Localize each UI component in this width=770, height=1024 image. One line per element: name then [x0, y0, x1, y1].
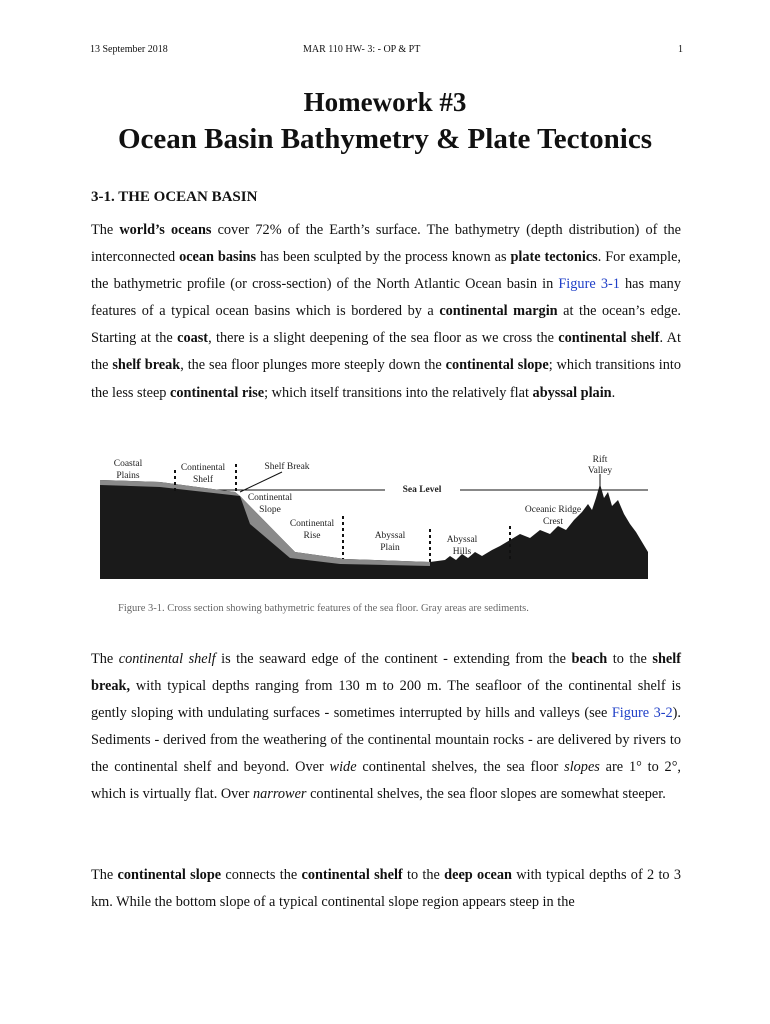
- label-continental-rise: Continental: [289, 519, 335, 529]
- label-continental-shelf: Continental: [180, 463, 226, 473]
- label-coastal-plains-2: Plains: [116, 471, 140, 481]
- section-heading: 3-1. THE OCEAN BASIN: [91, 189, 258, 205]
- figure-3-1-link[interactable]: Figure 3-1: [558, 276, 620, 293]
- label-abyssal-hills-2: Hills: [452, 547, 472, 557]
- label-abyssal-hills: Abyssal: [446, 535, 478, 545]
- label-sea-level: Sea Level: [402, 485, 442, 495]
- label-coastal-plains: Coastal: [113, 459, 143, 469]
- label-continental-slope: Continental: [247, 493, 293, 503]
- label-abyssal-plain-2: Plain: [380, 543, 400, 553]
- label-continental-shelf-2: Shelf: [192, 475, 214, 485]
- bathymetry-cross-section-figure: [100, 434, 660, 606]
- header-course: MAR 110 HW- 3: - OP & PT: [303, 44, 421, 55]
- label-rift-valley-2: Valley: [587, 466, 613, 476]
- label-oceanic-ridge-crest-2: Crest: [542, 517, 564, 527]
- label-shelf-break: Shelf Break: [264, 462, 310, 472]
- label-abyssal-plain: Abyssal: [374, 531, 406, 541]
- paragraph-continental-slope: The continental slope connects the continental shelf to the deep ocean with typical depths of 2 to 3 km. While the bottom slope of a typical continental slope region appears steep in the: [91, 867, 681, 911]
- label-continental-rise-2: Rise: [303, 531, 321, 541]
- figure-3-2-link[interactable]: Figure 3-2: [611, 705, 673, 722]
- label-oceanic-ridge-crest: Oceanic Ridge: [524, 505, 582, 515]
- header-date: 13 September 2018: [90, 44, 168, 55]
- label-continental-slope-2: Slope: [259, 505, 281, 515]
- document-title: Homework #3: [303, 87, 467, 117]
- figure-caption: Figure 3-1. Cross section showing bathymetric features of the sea floor. Gray areas are sediments.: [118, 603, 529, 614]
- paragraph-ocean-basin: The world’s oceans cover 72% of the Earth’s surface. The bathymetry (depth distribution) of the interconnected ocean basins has been sculpted by the process known as plate tectonics. For example, the bathymetric profile (or cross-section) of the North Atlantic Ocean basin in Figure 3-1 has many features of a typical ocean basins which is bordered by a continental margin at the ocean’s edge. Starting at the coast, there is a slight deepening of the sea floor as we cross the continental shelf. At the shelf break, the sea floor plunges more steeply down the continental slope; which transitions into the less steep continental rise; which itself transitions into the relatively flat abyssal plain.: [91, 222, 682, 401]
- document-subtitle: Ocean Basin Bathymetry & Plate Tectonics: [117, 123, 653, 155]
- header-page-number: 1: [678, 44, 683, 55]
- paragraph-continental-shelf: The continental shelf is the seaward edge of the continent - extending from the beach to the shelf break, with typical depths ranging from 130 m to 200 m. The seafloor of the continental shelf is gently sloping with undulating surfaces - sometimes interrupted by hills and valleys (see Figure 3-2). Sediments - derived from the weathering of the continental mountain rocks - are delivered by rivers to the continental shelf and beyond. Over wide continental shelves, the sea floor slopes are 1° to 2°, which is virtually flat. Over narrower continental shelves, the sea floor slopes are somewhat steeper.: [91, 651, 681, 803]
- label-rift-valley: Rift: [592, 455, 608, 465]
